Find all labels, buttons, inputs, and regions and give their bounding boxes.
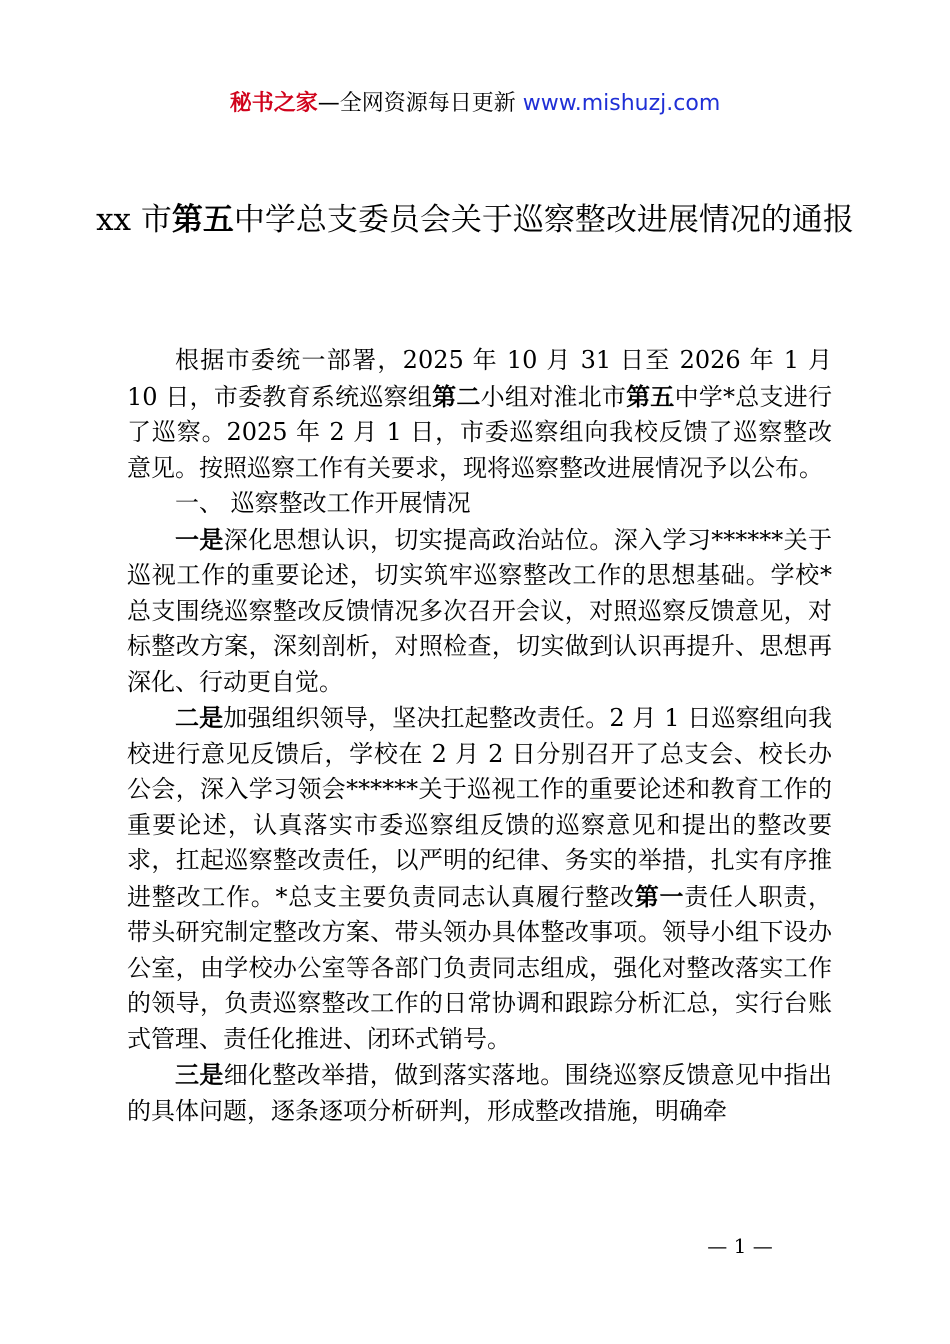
point-lead: 三是 <box>175 1060 224 1089</box>
point-paragraph <box>127 1057 832 1129</box>
title-part: xx 市 <box>96 202 172 238</box>
document-title <box>60 186 890 254</box>
bold-run: 第一 <box>634 881 685 911</box>
title-bold-part: 第五 <box>171 202 234 238</box>
text-run: 小组对淮北市 <box>480 382 627 411</box>
intro-paragraph <box>127 343 832 486</box>
header-slogan: —全网资源每日更新 <box>317 91 523 116</box>
text-run: 细化整改举措，做到落实落地。围绕巡察反馈意见中指出的具体问题，逐条逐项分析研判，形成整改措施，明确牵 <box>127 1061 833 1125</box>
site-header <box>0 86 950 122</box>
document-body <box>127 343 832 1129</box>
text-run: 中学*总支进行了巡察。2025 年 2 月 1 日，市委巡察组向我校反馈了巡察整改意见。按照巡察工作有关要求，现将巡察整改进展情况予以公布。 <box>127 382 833 482</box>
text-run: 根据市委统一部署，2025 年 10 月 31 日至 2026 年 1 月 10 日，市委教育系统巡察组 <box>127 346 832 411</box>
text-run: 深化思想认识，切实提高政治站位。深入学习******关于巡视工作的重要论述，切实筑牢巡察整改工作的思想基础。学校*总支围绕巡察整改反馈情况多次召开会议，对照巡察反馈意见，对标整改方案，深刻剖析，对照检查，切实做到认识再提升、思想再深化、行动更自觉。 <box>127 525 832 696</box>
text-run: 加强组织领导，坚决扛起整改责任。2 月 1 日巡察组向我校进行意见反馈后，学校在 2 月 2 日分别召开了总支会、校长办公会，深入学习领会******关于巡视工作的重要论述和教育工作的重要论述，认真落实市委巡察组反馈的巡察意见和提出的整改要求，扛起巡察整改责任，以严明的纪律、务实的举措，扎实有序推进整改工作。*总支主要负责同志认真履行整改 <box>127 704 832 911</box>
brand-name: 秘书之家 <box>229 91 318 116</box>
section-heading: 一、 巡察整改工作开展情况 <box>175 489 471 517</box>
point-paragraph <box>127 522 832 701</box>
bold-run: 第五 <box>626 381 675 411</box>
point-paragraph <box>127 700 832 1057</box>
text-run: 责任人职责，带头研究制定整改方案、带头领办具体整改事项。领导小组下设办公室，由学校办公室等各部门负责同志组成，强化对整改落实工作的领导，负责巡察整改工作的日常协调和跟踪分析汇总，实行台账式管理、责任化推进、闭环式销号。 <box>127 882 832 1053</box>
page-number: — 1 — <box>707 1234 773 1258</box>
point-lead: 二是 <box>175 703 224 732</box>
bold-run: 第二 <box>432 381 481 411</box>
site-url-link[interactable]: www.mishuzj.com <box>522 91 721 116</box>
title-part: 中学总支委员会关于巡察整改进展情况的通报 <box>233 202 854 238</box>
point-lead: 一是 <box>175 524 224 554</box>
